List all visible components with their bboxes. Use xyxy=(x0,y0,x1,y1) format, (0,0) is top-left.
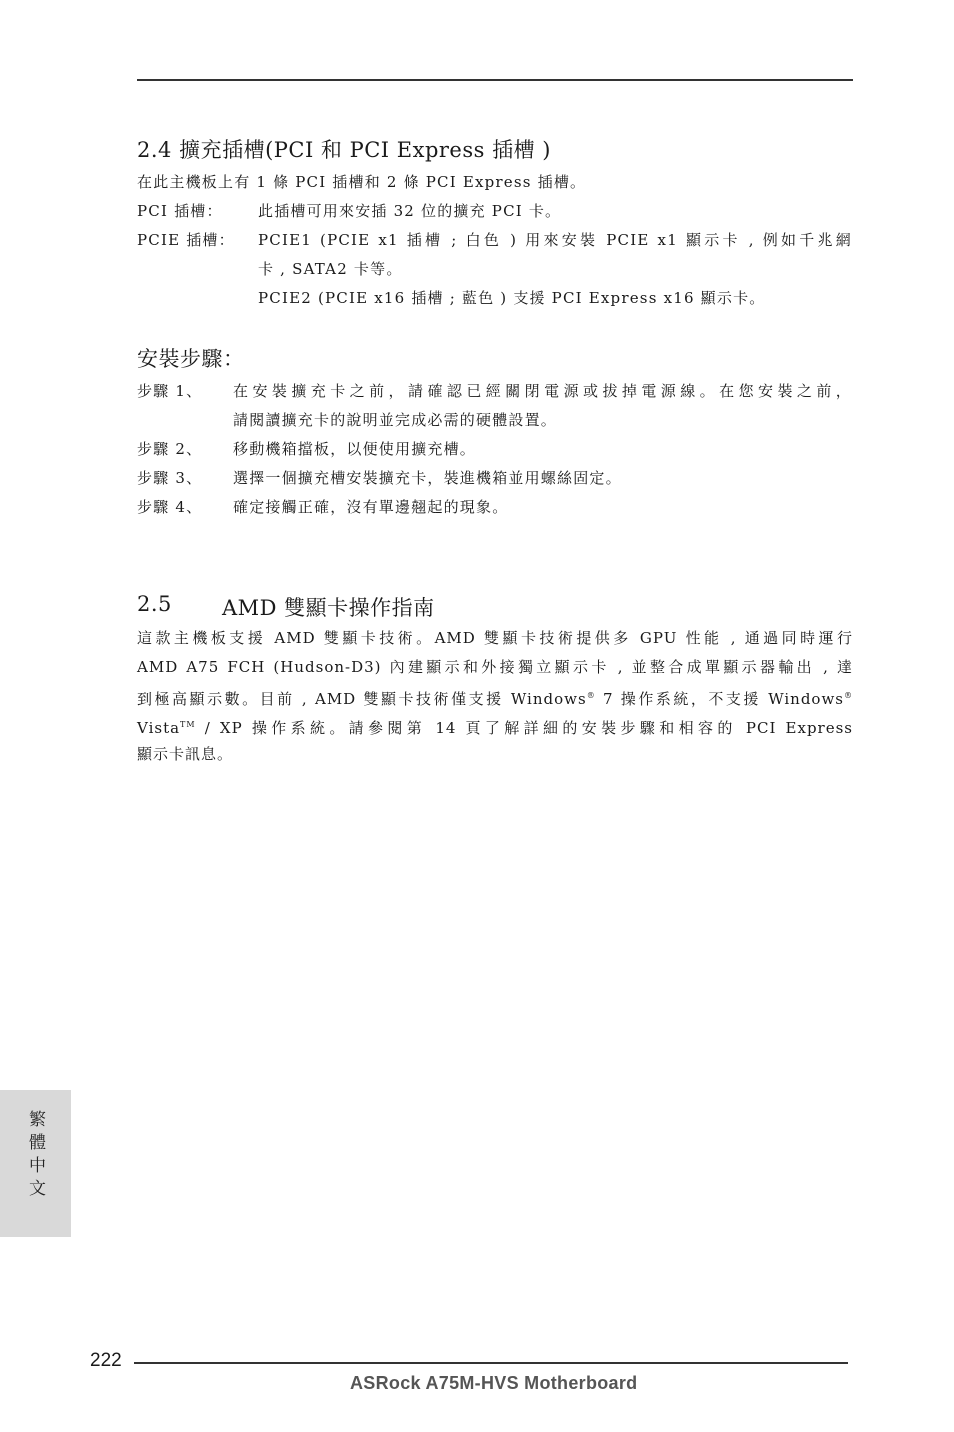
top-rule xyxy=(137,79,853,81)
step-3-text: 選擇一個擴充槽安裝擴充卡，裝進機箱並用螺絲固定。 xyxy=(233,469,622,487)
pcie-slot-label: PCIE 插槽： xyxy=(137,231,235,249)
step-4-label: 步驟 4、 xyxy=(137,498,203,516)
step-1-label: 步驟 1、 xyxy=(137,382,203,400)
step-3-label: 步驟 3、 xyxy=(137,469,203,487)
amd-paragraph-line-2: AMD A75 FCH (Hudson-D3) 內建顯示和外接獨立顯示卡 , 並整合成單顯示器輸出 , 達 xyxy=(137,658,853,676)
amd-paragraph-line-4 xyxy=(137,715,853,738)
bottom-rule xyxy=(134,1362,848,1364)
step-1-text-line-2: 請閱讀擴充卡的說明並完成必需的硬體設置。 xyxy=(233,411,558,429)
pci-slot-label: PCI 插槽： xyxy=(137,202,223,220)
pcie1-description-line-1: PCIE1 (PCIE x1 插槽 ; 白色 ) 用來安裝 PCIE x1 顯示卡 , 例如千兆網 xyxy=(258,231,852,249)
section-2-4-intro: 在此主機板上有 1 條 PCI 插槽和 2 條 PCI Express 插槽。 xyxy=(137,173,587,191)
registered-mark: ® xyxy=(586,691,596,700)
no-support-text: 7 操作系統，不支援 Windows xyxy=(595,690,844,708)
step-2-text: 移動機箱擋板，以便使用擴充槽。 xyxy=(233,440,477,458)
amd-paragraph-line-3 xyxy=(137,686,853,709)
windows-7-text: 到極高顯示數。目前 , AMD 雙顯卡技術僅支援 Windows xyxy=(137,690,587,708)
trademark-mark: TM xyxy=(180,720,196,729)
pci-slot-text: 此插槽可用來安插 32 位的擴充 PCI 卡。 xyxy=(258,202,562,220)
registered-mark-2: ® xyxy=(844,691,853,700)
vista-text: Vista xyxy=(137,719,181,737)
step-1-text-line-1: 在安裝擴充卡之前，請確認已經關閉電源或拔掉電源線。在您安裝之前， xyxy=(233,382,852,400)
section-2-5-title: AMD 雙顯卡操作指南 xyxy=(222,596,435,620)
language-tab-label: 繁體中文 xyxy=(25,1110,45,1202)
pcie1-description-line-2: 卡 , SATA2 卡等。 xyxy=(258,260,403,278)
step-2-label: 步驟 2、 xyxy=(137,440,203,458)
section-2-5-number: 2.5 xyxy=(137,592,172,616)
amd-paragraph-line-5: 顯示卡訊息。 xyxy=(137,745,234,763)
pcie2-description: PCIE2 (PCIE x16 插槽 ; 藍色 ) 支援 PCI Express x16 顯示卡。 xyxy=(258,289,766,307)
install-steps-title: 安裝步驟： xyxy=(137,347,245,371)
language-side-tab xyxy=(0,1090,71,1237)
page-number: 222 xyxy=(90,1350,122,1371)
footer-title: ASRock A75M-HVS Motherboard xyxy=(350,1373,638,1393)
section-2-4-title: 2.4 擴充插槽(PCI 和 PCI Express 插槽 ) xyxy=(137,138,551,162)
amd-paragraph-line-1: 這款主機板支援 AMD 雙顯卡技術。AMD 雙顯卡技術提供多 GPU 性能 , 通過同時運行 xyxy=(137,629,853,647)
step-4-text: 確定接觸正確，沒有單邊翹起的現象。 xyxy=(233,498,509,516)
xp-text: / XP 操作系統。請參閱第 14 頁了解詳細的安裝步驟和相容的 PCI Express xyxy=(195,719,853,737)
